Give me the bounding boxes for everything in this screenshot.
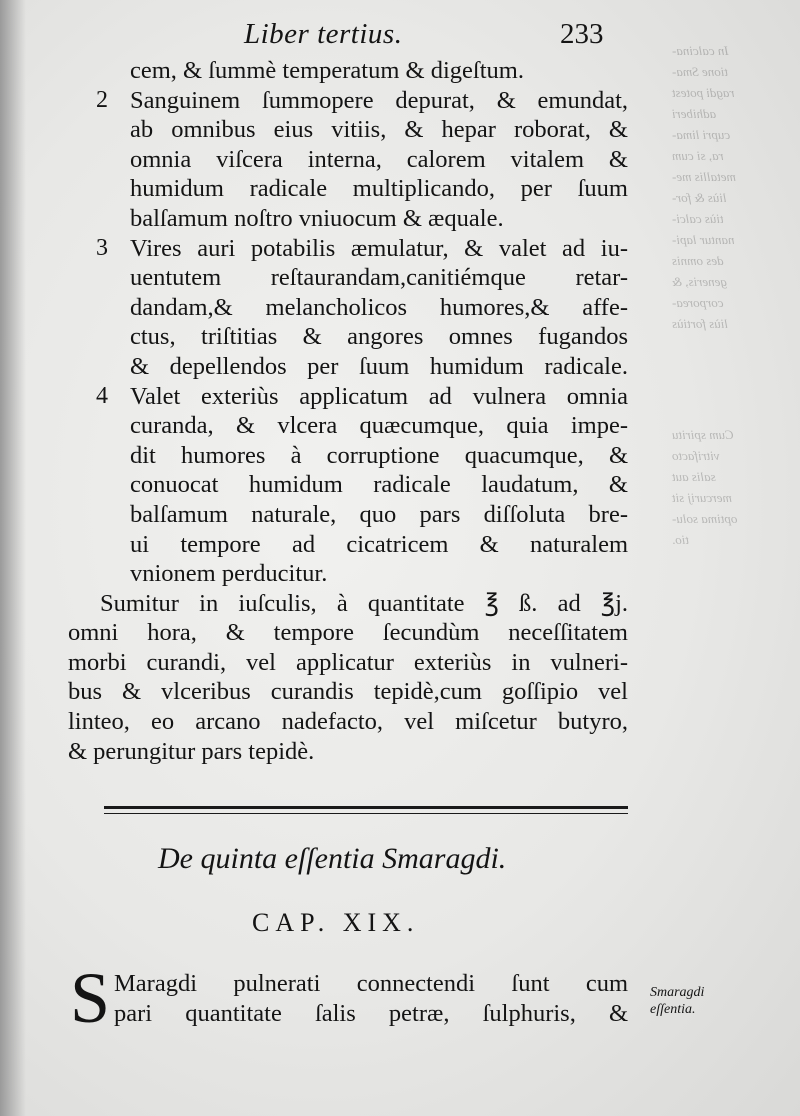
numbered-items: [68, 56, 628, 589]
item-number: 4: [96, 382, 108, 409]
margin-note-line: eſſentia.: [650, 1002, 696, 1017]
chapter-line: pari quantitate ſalis petræ, ſulphuris, &: [114, 999, 628, 1027]
text-line: [68, 500, 628, 530]
item-number: 2: [96, 86, 108, 113]
dosage-paragraph: [68, 589, 628, 767]
bleed-through-text-lower: Cum spiritu vitrifacto salis aut mercurij sit optima solu- tio.: [672, 427, 738, 547]
text-line: [68, 559, 628, 589]
line-text: Valet exteriùs applicatum ad vulnera omnia: [130, 382, 628, 410]
item-number: 3: [96, 234, 108, 261]
text-line: [68, 86, 628, 116]
text-line: [68, 174, 628, 204]
text-line: [68, 293, 628, 323]
body-text: [68, 56, 628, 766]
line-text: balſamum noſtro vniuocum & æquale.: [130, 204, 504, 232]
line-text: ab omnibus eius vitiis, & hepar roborat, &: [130, 116, 628, 144]
text-line: morbi curandi, vel applicatur exteriùs in vulneri-: [68, 648, 628, 676]
text-line: [68, 411, 628, 441]
line-text: humidum radicale multiplicando, per ſuum: [130, 175, 628, 203]
line-text: & depellendos per ſuum humidum radicale.: [130, 352, 628, 380]
text-line: [68, 441, 628, 471]
line-text: omnia viſcera interna, calorem vitalem &: [130, 145, 628, 173]
line-text: ui tempore ad cicatricem & naturalem: [130, 530, 628, 558]
text-line: [68, 382, 628, 412]
line-text: ctus, triſtitias & angores omnes fugandos: [130, 323, 628, 351]
page-header: [0, 16, 800, 56]
page-number: 233: [560, 18, 604, 50]
running-title: Liber tertius.: [244, 18, 403, 50]
text-line: & perungitur pars tepidè.: [68, 737, 315, 765]
margin-note-line: Smaragdi: [650, 985, 705, 1000]
text-line: [68, 352, 628, 382]
line-text: Sanguinem ſummopere depurat, & emundat,: [130, 86, 628, 114]
text-line: [68, 263, 628, 293]
line-text: curanda, & vlcera quæcumque, quia impe-: [130, 412, 628, 440]
text-line: linteo, eo arcano nadefacto, vel miſcetur butyro,: [68, 708, 628, 736]
text-line: Sumitur in iuſculis, à quantitate ℥ ß. ad ℥j.: [100, 589, 628, 617]
line-text: uentutem reſtaurandam,canitiémque retar-: [130, 264, 628, 292]
text-line: [68, 470, 628, 500]
chapter-line: Maragdi pulnerati connectendi ſunt cum: [114, 970, 628, 997]
text-line: [68, 115, 628, 145]
margin-note: [650, 984, 704, 1018]
bleed-through-text-upper: In calcina- tione Sma- ragdi potest adhiberi cupri lima- ra, si cum metallis me- liùs & for- tiùs calci- nantur lapi- des omnis generis, & corporea- liùs fortiùs: [672, 43, 736, 331]
chapter-text: [114, 968, 628, 1027]
section-title: De quinta eſſentia Smaragdi.: [158, 842, 507, 875]
text-line: [68, 234, 628, 264]
line-text: cem, & ſummè temperatum & digeſtum.: [130, 57, 524, 84]
line-text: dandam,& melancholicos humores,& affe-: [130, 293, 628, 321]
line-text: dit humores à corruptione quacumque, &: [130, 441, 628, 469]
text-line: [68, 145, 628, 175]
text-line: [68, 204, 628, 234]
line-text: Vires auri potabilis æmulatur, & valet ad iu-: [130, 234, 628, 262]
line-text: conuocat humidum radicale laudatum, &: [130, 471, 628, 499]
text-line: omni hora, & tempore ſecundùm neceſſitatem: [68, 619, 628, 647]
text-line: [68, 322, 628, 352]
line-text: vnionem perducitur.: [130, 560, 328, 588]
text-line: [68, 56, 628, 86]
line-text: balſamum naturale, quo pars diſſoluta bre-: [130, 500, 628, 528]
gutter-shadow: [0, 0, 26, 1116]
text-line: bus & vlceribus curandis tepidè,cum goſſipio vel: [68, 678, 628, 706]
drop-cap: S: [70, 958, 111, 1038]
text-line: [68, 530, 628, 560]
section-divider-rule: [104, 806, 628, 809]
chapter-heading: CAP. XIX.: [252, 908, 420, 937]
